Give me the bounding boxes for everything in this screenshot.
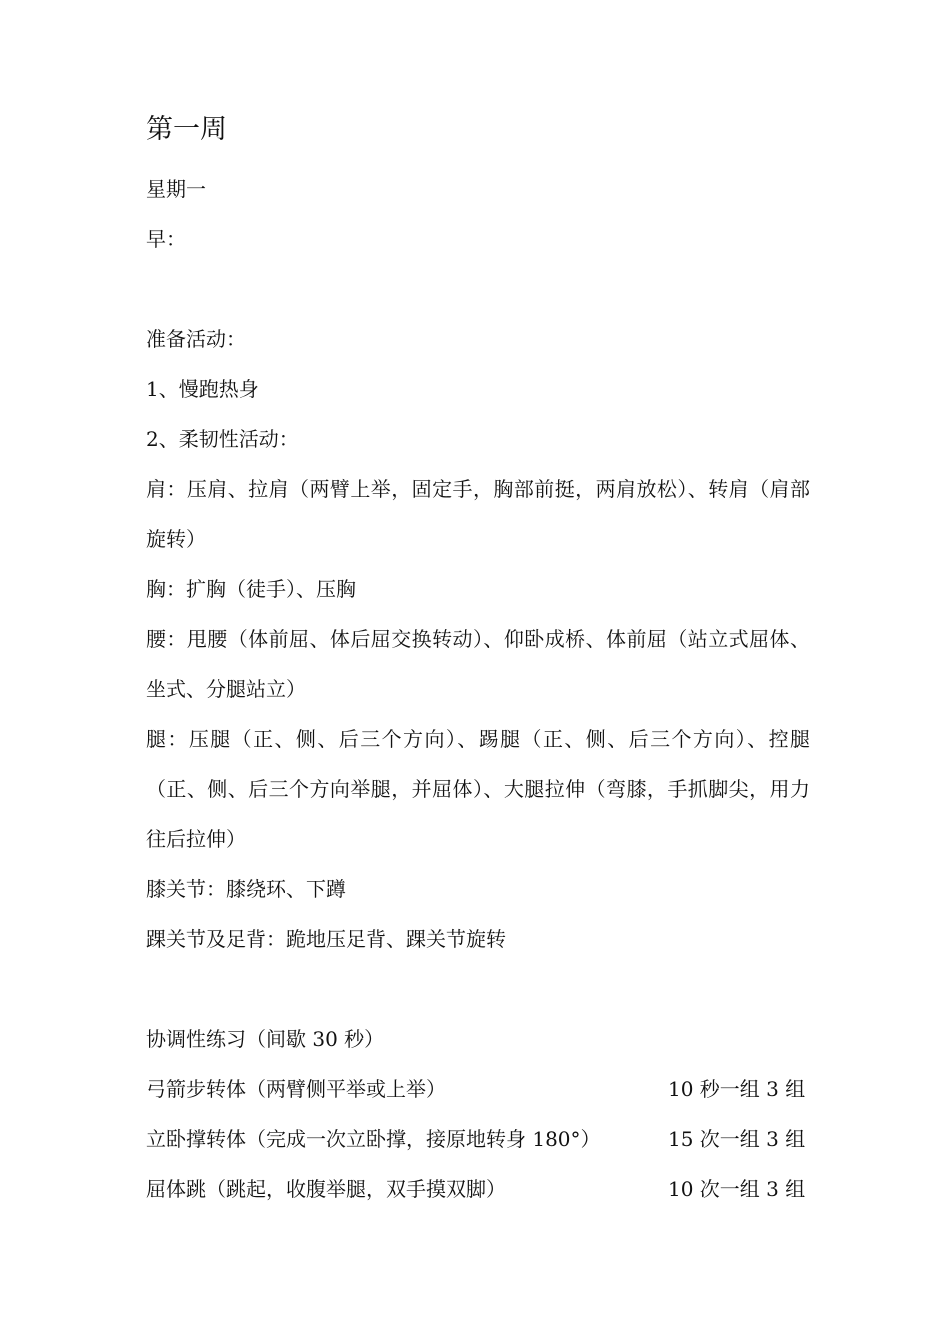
exercise-name: 屈体跳（跳起，收腹举腿，双手摸双脚） xyxy=(146,1177,506,1201)
exercise-row xyxy=(146,1114,810,1164)
leg-exercises: 腿：压腿（正、侧、后三个方向）、踢腿（正、侧、后三个方向）、控腿（正、侧、后三个方向举腿，并屈体）、大腿拉伸（弯膝，手抓脚尖，用力往后拉伸） xyxy=(146,727,810,851)
ankle-exercises: 踝关节及足背：跪地压足背、踝关节旋转 xyxy=(146,927,506,951)
exercise-reps: 10 秒一组 3 组 xyxy=(668,1077,806,1101)
warmup-item-flexibility: 2、柔韧性活动： xyxy=(146,427,299,451)
coordination-heading: 协调性练习（间歇 30 秒） xyxy=(146,1027,385,1051)
period-label: 早： xyxy=(146,227,186,251)
exercise-row xyxy=(146,1164,810,1214)
exercise-name: 弓箭步转体（两臂侧平举或上举） xyxy=(146,1077,446,1101)
day-label: 星期一 xyxy=(146,177,206,201)
knee-exercises: 膝关节：膝绕环、下蹲 xyxy=(146,877,346,901)
warmup-heading: 准备活动： xyxy=(146,327,246,351)
warmup-item-jog: 1、慢跑热身 xyxy=(146,377,259,401)
exercise-reps: 15 次一组 3 组 xyxy=(668,1127,806,1151)
document-page xyxy=(146,108,810,1214)
week-title: 第一周 xyxy=(146,114,227,145)
exercise-name: 立卧撑转体（完成一次立卧撑，接原地转身 180°） xyxy=(146,1127,601,1151)
exercise-reps: 10 次一组 3 组 xyxy=(668,1177,806,1201)
shoulder-exercises: 肩：压肩、拉肩（两臂上举，固定手，胸部前挺，两肩放松）、转肩（肩部旋转） xyxy=(146,477,810,551)
spacer xyxy=(146,264,810,314)
chest-exercises: 胸：扩胸（徒手）、压胸 xyxy=(146,577,356,601)
waist-exercises: 腰：甩腰（体前屈、体后屈交换转动）、仰卧成桥、体前屈（站立式屈体、坐式、分腿站立） xyxy=(146,627,810,701)
spacer xyxy=(146,964,810,1014)
exercise-row xyxy=(146,1064,810,1114)
